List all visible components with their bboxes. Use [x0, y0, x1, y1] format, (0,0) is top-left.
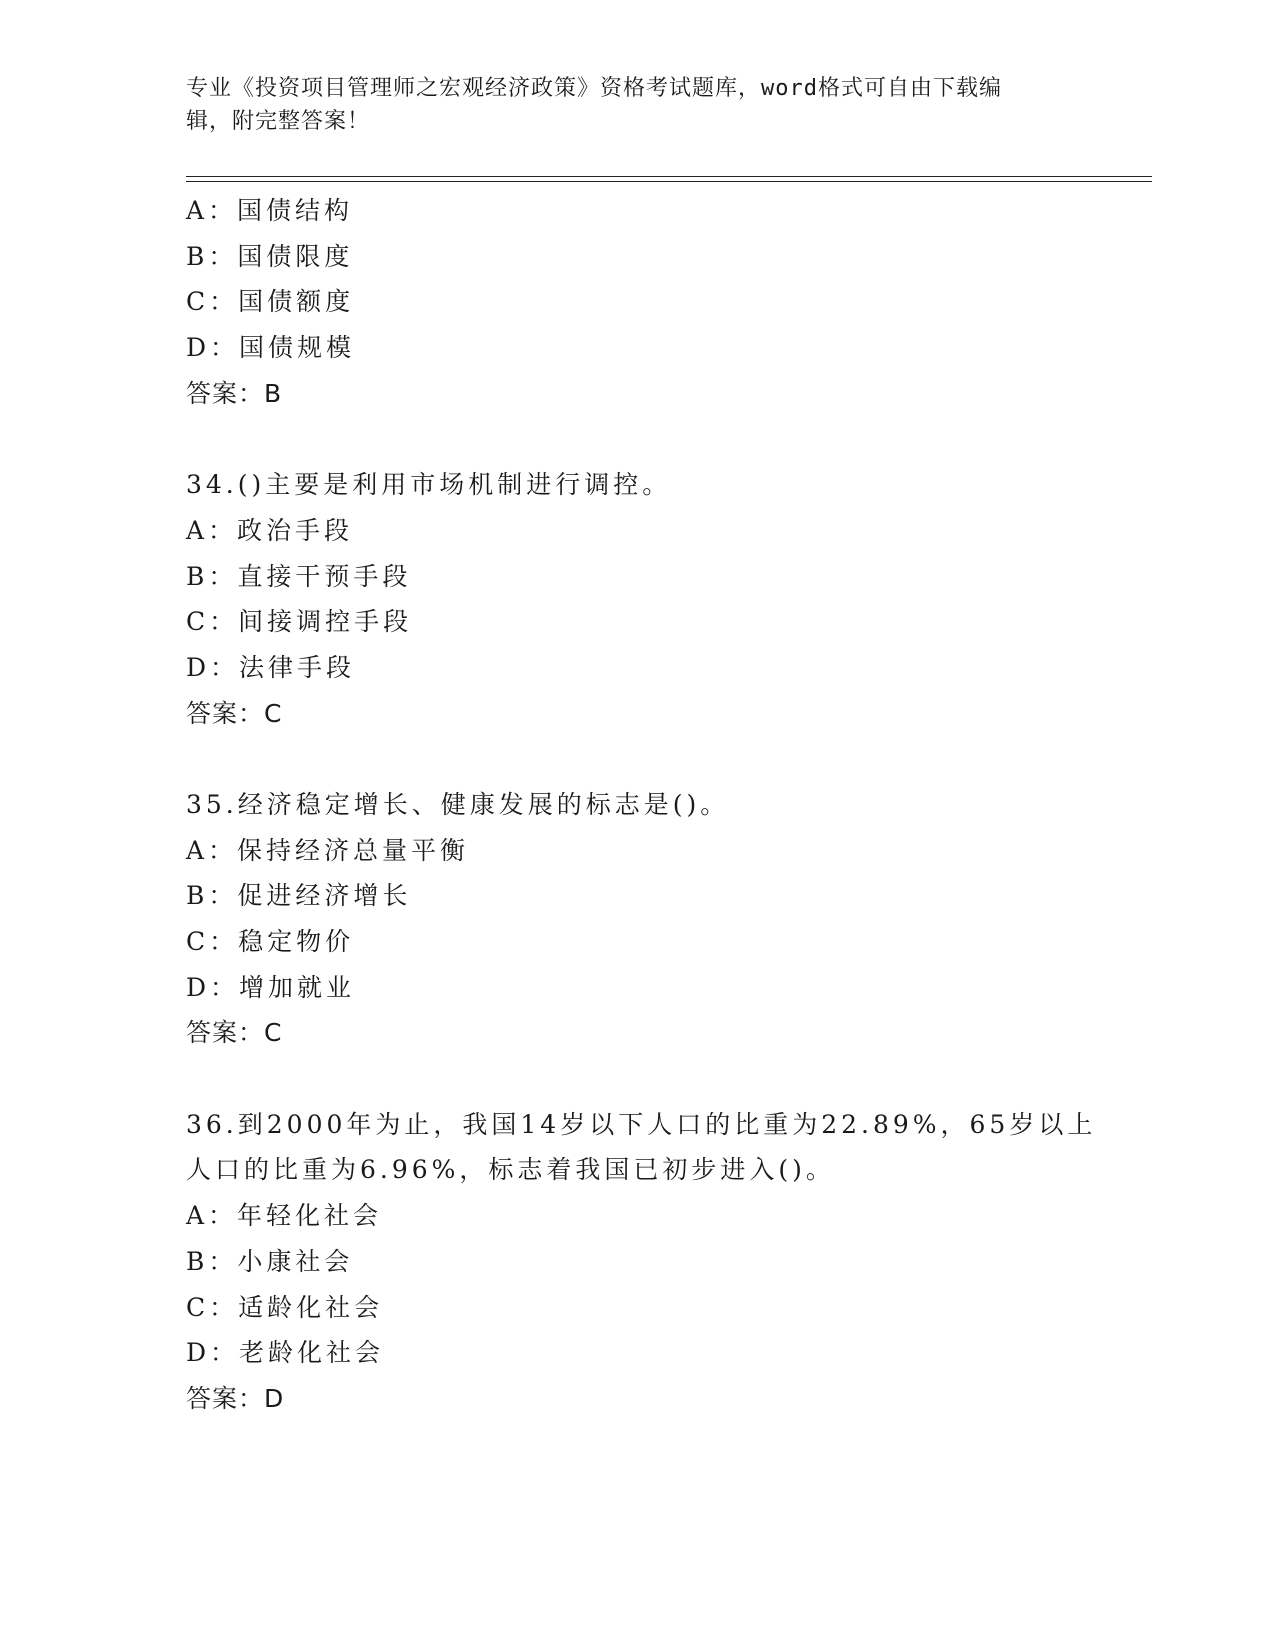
header-line-2: 辑，附完整答案！	[186, 109, 371, 134]
question-text: 35.经济稳定增长、健康发展的标志是()。	[186, 789, 730, 819]
option-c: C：间接调控手段	[186, 607, 413, 637]
answer: 答案：D	[186, 1383, 285, 1413]
question-35	[186, 782, 1086, 1056]
option-d: D：法律手段	[186, 652, 356, 682]
answer: 答案：C	[186, 1018, 283, 1048]
answer: 答案：C	[186, 698, 283, 728]
option-b: B：小康社会	[186, 1246, 354, 1276]
option-b: B：国债限度	[186, 241, 354, 271]
option-a: A：国债结构	[186, 196, 354, 225]
option-c: C：稳定物价	[186, 927, 355, 957]
question-text: 34.()主要是利用市场机制进行调控。	[186, 470, 672, 500]
option-a: A：年轻化社会	[186, 1201, 383, 1231]
option-d: D：老龄化社会	[186, 1338, 385, 1368]
option-d: D：国债规模	[186, 333, 356, 363]
header-rule-top	[186, 176, 1152, 177]
option-b: B：直接干预手段	[186, 561, 412, 591]
option-c: C：国债额度	[186, 287, 355, 317]
question-34	[186, 462, 1086, 736]
question-36	[186, 1102, 1097, 1422]
option-d: D：增加就业	[186, 972, 356, 1002]
question-text-line-2: 人口的比重为6.96%，标志着我国已初步进入()。	[186, 1155, 835, 1185]
header-rule-bottom	[186, 181, 1152, 182]
document-header	[186, 72, 1066, 138]
question-33	[186, 188, 1086, 416]
spacer	[186, 736, 1086, 782]
option-b: B：促进经济增长	[186, 881, 412, 911]
option-c: C：适龄化社会	[186, 1292, 384, 1322]
question-list	[186, 188, 1097, 1422]
answer: 答案：B	[186, 378, 283, 408]
header-line-1: 专业《投资项目管理师之宏观经济政策》资格考试题库，word格式可自由下载编	[186, 76, 1002, 101]
question-text-line-1: 36.到2000年为止，我国14岁以下人口的比重为22.89%，65岁以上	[186, 1109, 1097, 1139]
option-a: A：保持经济总量平衡	[186, 835, 470, 865]
spacer	[186, 1056, 1086, 1102]
spacer	[186, 416, 1086, 462]
option-a: A：政治手段	[186, 515, 354, 545]
